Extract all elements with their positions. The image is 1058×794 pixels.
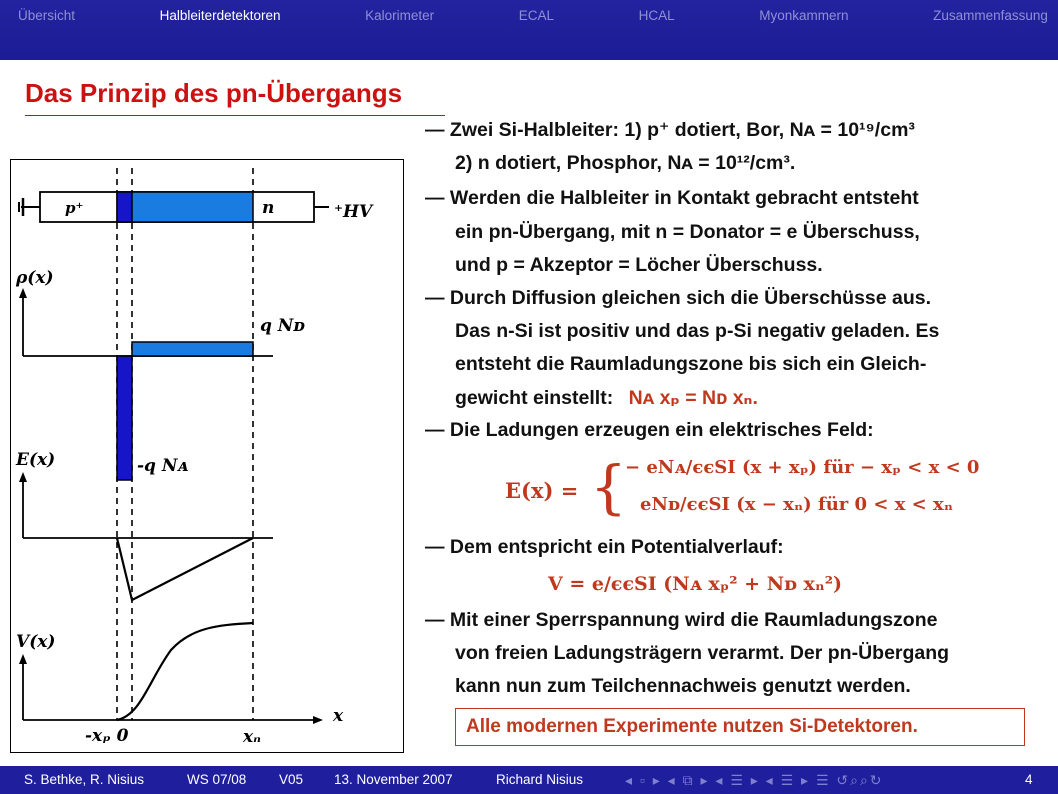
depletion-zone <box>117 192 253 222</box>
top-navigation-bar <box>0 0 1058 60</box>
footer-speaker: Richard Nisius <box>496 772 584 787</box>
e-label: E(x) <box>16 450 56 470</box>
p-depletion <box>117 192 132 222</box>
footer-authors: S. Bethke, R. Nisius <box>24 772 145 787</box>
e-arrow-icon <box>19 472 27 482</box>
section-nav <box>0 0 1058 30</box>
e-field-formula-case-1: − eNᴀ/ϵϵSI (x + xₚ) für − xₚ < x < 0 <box>625 457 980 478</box>
bullet-2-line-1: — Werden die Halbleiter in Kontakt gebracht entsteht <box>425 187 919 209</box>
bullet-6-line-2: von freien Ladungsträgern verarmt. Der pn-Übergang <box>455 642 950 664</box>
bullet-3-line-3: entsteht die Raumladungszone bis sich ein Gleich- <box>455 353 927 375</box>
bullet-3-line-4 <box>455 386 758 410</box>
equilibrium-text: gewicht einstellt: <box>455 387 614 409</box>
beamer-navigation-icons[interactable]: ◂ ▫ ▸ ◂ ⧉ ▸ ◂ ☰ ▸ ◂ ☰ ▸ ☰ ↺⌕⌕↻ <box>625 772 884 788</box>
nav-item-kalorimeter[interactable]: Kalorimeter <box>365 7 435 23</box>
title-underline <box>25 115 445 116</box>
bullet-3-line-2: Das n-Si ist positiv und das p-Si negativ geladen. Es <box>455 320 940 342</box>
nav-item-halbleiterdetektoren[interactable]: Halbleiterdetektoren <box>159 7 281 23</box>
bullet-1-line-2: 2) n dotiert, Phosphor, Nᴀ = 10¹²/cm³. <box>455 152 796 174</box>
nav-item-uebersicht[interactable]: Übersicht <box>18 7 76 23</box>
bullet-3-line-1: — Durch Diffusion gleichen sich die Überschüsse aus. <box>425 287 932 309</box>
rho-arrow-icon <box>19 288 27 298</box>
rho-label: ρ(x) <box>16 268 54 288</box>
hv-label: ⁺HV <box>334 202 373 222</box>
bullet-1-line-1: — Zwei Si-Halbleiter: 1) p⁺ dotiert, Bor, Nᴀ = 10¹⁹/cm³ <box>425 119 915 141</box>
p-label: p⁺ <box>65 199 84 217</box>
e-field-formula-lhs: E(x) = <box>505 478 579 503</box>
bullet-4-line-1: — Die Ladungen erzeugen ein elektrisches Feld: <box>425 419 874 441</box>
qnd-label: q Nᴅ <box>260 316 305 336</box>
xp-zero-label: -xₚ 0 <box>85 726 129 746</box>
slide-title: Das Prinzip des pn-Übergangs <box>25 78 403 108</box>
footer-bar <box>0 766 1058 794</box>
v-label: V(x) <box>16 632 56 652</box>
x-arrow-icon <box>313 716 323 724</box>
nav-item-zusammenfassung[interactable]: Zusammenfassung <box>933 7 1048 23</box>
qna-label: -q Nᴀ <box>137 456 189 476</box>
conclusion-box <box>455 708 1025 746</box>
e-field-formula-case-2: eNᴅ/ϵϵSI (x − xₙ) für 0 < x < xₙ <box>640 494 954 515</box>
n-label: n <box>262 198 275 218</box>
conclusion-text: Alle modernen Experimente nutzen Si-Detektoren. <box>466 716 918 737</box>
page-number: 4 <box>1025 772 1033 787</box>
bullet-5-line-1: — Dem entspricht ein Potentialverlauf: <box>425 536 784 558</box>
bullet-6-line-3: kann nun zum Teilchennachweis genutzt werden. <box>455 675 911 697</box>
footer-lecture: V05 <box>279 772 304 787</box>
potential-formula: V = e/ϵϵSI (Nᴀ xₚ² + Nᴅ xₙ²) <box>548 573 843 595</box>
equilibrium-formula: Nᴀ xₚ = Nᴅ xₙ. <box>628 387 758 409</box>
bullet-2-line-2: ein pn-Übergang, mit n = Donator = e Überschuss, <box>455 221 920 243</box>
x-label: x <box>333 706 344 726</box>
rho-positive-block <box>132 342 253 356</box>
nav-item-ecal[interactable]: ECAL <box>518 7 554 23</box>
footer-semester: WS 07/08 <box>187 772 247 787</box>
brace-icon: { <box>590 453 627 521</box>
e-field-curve <box>117 538 253 600</box>
xn-label: xₙ <box>243 727 261 747</box>
nav-item-hcal[interactable]: HCAL <box>638 7 675 23</box>
bullet-6-line-1: — Mit einer Sperrspannung wird die Raumladungszone <box>425 609 938 631</box>
nav-item-myonkammern[interactable]: Myonkammern <box>759 7 849 23</box>
footer-date: 13. November 2007 <box>334 772 453 787</box>
bullet-2-line-3: und p = Akzeptor = Löcher Überschuss. <box>455 254 823 276</box>
rho-negative-block <box>117 356 132 480</box>
diagram-graphics <box>11 160 403 752</box>
pn-junction-diagram <box>10 159 404 753</box>
v-arrow-icon <box>19 654 27 664</box>
potential-curve <box>117 623 253 720</box>
